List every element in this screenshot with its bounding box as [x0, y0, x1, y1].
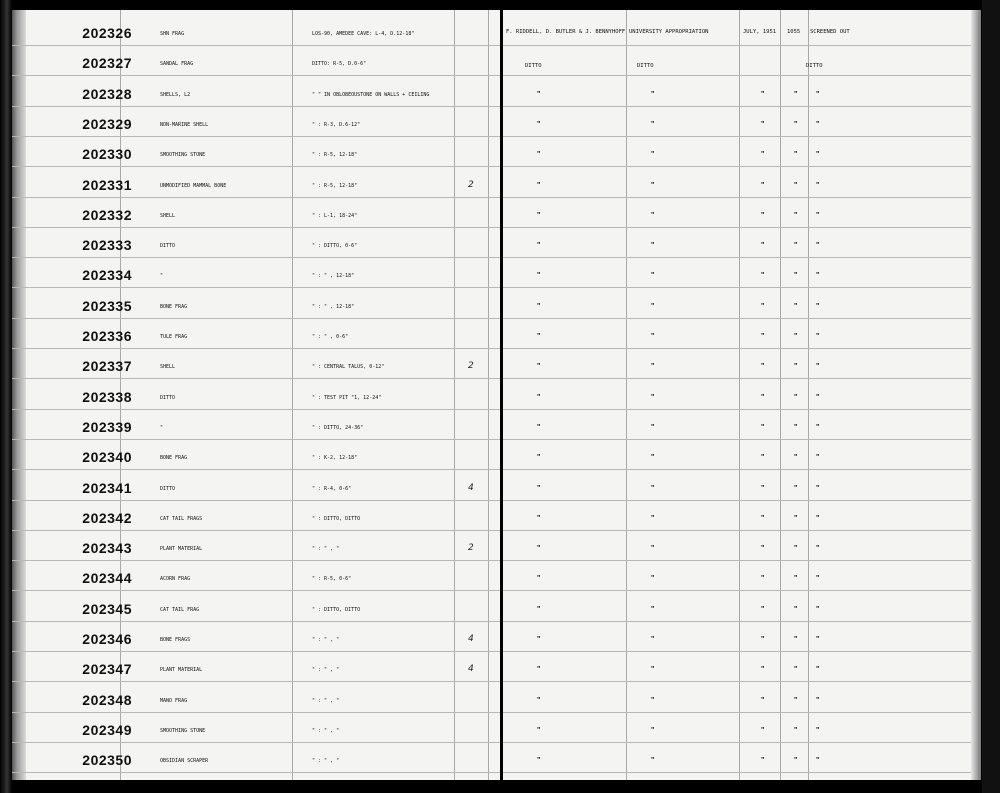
ditto-mark: " [537, 636, 541, 643]
ditto-mark: " [816, 726, 820, 734]
ditto-mark: " [761, 272, 765, 280]
provenance: " : R-5, 12-18" [312, 182, 358, 189]
item-count: 4 [468, 482, 474, 493]
ditto-mark: " [651, 211, 655, 219]
row-rule [12, 166, 500, 167]
ditto-mark: " [537, 363, 541, 371]
ditto-mark: " [537, 151, 541, 159]
catalog-number: 202327 [82, 55, 132, 72]
item-description: SANDAL FRAG [160, 61, 194, 68]
ditto-mark: " [537, 726, 541, 734]
row-rule [503, 75, 981, 76]
column-rule [780, 10, 781, 780]
row-rule [503, 197, 981, 198]
row-rule [503, 621, 981, 622]
item-description: ACORN FRAG [160, 576, 191, 583]
item-description: SHN FRAG [160, 31, 185, 37]
ditto-mark: " [761, 484, 765, 492]
item-count: 2 [468, 361, 474, 372]
ditto-mark: " [761, 636, 765, 643]
row-rule [12, 348, 500, 349]
catalog-number: 202329 [82, 115, 132, 132]
column-rule [626, 10, 627, 780]
ditto-mark: " [816, 120, 820, 128]
ditto-mark: " [816, 484, 820, 492]
ditto-mark: " [537, 696, 541, 704]
item-description: MANO FRAG [160, 697, 188, 704]
provenance: " : CENTRAL TALUS, 0-12" [312, 364, 385, 371]
row-rule [503, 500, 981, 501]
row-rule [12, 45, 500, 46]
provenance: " : DITTO, DITTO [312, 515, 361, 522]
row-rule [503, 378, 981, 379]
catalog-number: 202347 [82, 661, 132, 678]
ditto-mark: " [816, 90, 820, 98]
row-rule [503, 227, 981, 228]
catalog-number: 202335 [82, 297, 132, 314]
row-rule [503, 772, 981, 773]
item-description: BONE FRAG [160, 455, 188, 462]
row-rule [12, 378, 500, 379]
ditto-mark: " [794, 454, 798, 462]
column-rule [488, 10, 489, 780]
ditto-mark: " [651, 333, 655, 340]
ditto-mark: " [537, 605, 541, 613]
ditto-mark: " [651, 423, 655, 431]
ditto-mark: " [761, 666, 765, 674]
catalog-number: 202334 [82, 267, 132, 284]
item-count: 2 [468, 179, 474, 190]
column-rule [454, 10, 455, 780]
row-rule [12, 469, 500, 470]
ditto-mark: " [651, 757, 655, 765]
ditto-mark: " [761, 181, 765, 189]
collector: F. RIDDELL, D. BUTLER & J. BENNYHOFF [506, 29, 626, 35]
ditto-mark: " [537, 393, 541, 401]
ditto-mark: " [761, 514, 765, 522]
row-rule [12, 409, 500, 410]
row-rule [12, 287, 500, 288]
provenance: " : R-5, 0-6" [312, 576, 352, 583]
item-description: DITTO [160, 485, 176, 492]
ditto-mark: " [794, 120, 798, 128]
row-rule [503, 439, 981, 440]
row-rule [503, 106, 981, 107]
row-rule [503, 136, 981, 137]
provenance: " : R-5, 12-18" [312, 152, 358, 159]
ditto-mark: " [816, 363, 820, 371]
column-rule [808, 10, 809, 780]
ditto-mark: " [537, 90, 541, 98]
ditto-mark: " [651, 454, 655, 462]
ditto-mark: " [651, 726, 655, 734]
item-description: DITTO [160, 394, 176, 401]
row-rule [503, 712, 981, 713]
item-description: " [160, 424, 164, 431]
item-description: UNMODIFIED MAMMAL BONE [160, 182, 227, 189]
provenance: " : " , " [312, 758, 340, 765]
ditto-mark: " [651, 484, 655, 492]
item-description: " [160, 273, 164, 280]
ditto-mark: " [761, 757, 765, 765]
ditto-mark: " [816, 757, 820, 765]
provenance: " " IN OBLOBEOUSTONE ON WALLS + CEILING [312, 91, 430, 98]
acquisition: UNIVERSITY APPROPRIATION [629, 29, 709, 35]
column-rule [739, 10, 740, 780]
provenance: " : " , " [312, 546, 340, 553]
ditto-mark: " [761, 363, 765, 371]
catalog-number: 202350 [82, 752, 132, 769]
catalog-number: 202341 [82, 479, 132, 496]
ditto-mark: " [537, 242, 541, 250]
ditto-mark: " [816, 181, 820, 189]
ditto-mark: " [761, 575, 765, 583]
row-rule [503, 166, 981, 167]
provenance: " : L-1, 18-24" [312, 212, 358, 219]
catalog-number: 202331 [82, 176, 132, 193]
provenance: " : DITTO, 24-36" [312, 424, 364, 431]
provenance: " : " , 12-18" [312, 303, 355, 310]
item-description: BONE FRAG [160, 303, 188, 310]
row-rule [503, 287, 981, 288]
ditto-mark: " [816, 333, 820, 340]
ditto-mark: " [794, 363, 798, 371]
ditto-mark: " [761, 423, 765, 431]
catalog-number: 202339 [82, 418, 132, 435]
catalog-number: 202333 [82, 237, 132, 254]
ditto-mark: " [816, 393, 820, 401]
ditto-mark: " [651, 666, 655, 674]
ditto-mark: " [794, 423, 798, 431]
accession-number: 1055 [787, 29, 801, 35]
item-count: 2 [468, 543, 474, 554]
row-rule [503, 742, 981, 743]
collector: DITTO [525, 63, 542, 70]
right-ledger-page [503, 10, 981, 780]
ditto-mark: " [651, 393, 655, 401]
ditto-mark: " [651, 605, 655, 613]
ditto-mark: " [794, 484, 798, 492]
row-rule [503, 651, 981, 652]
ditto-mark: " [651, 696, 655, 704]
ditto-mark: " [816, 605, 820, 613]
row-rule [12, 681, 500, 682]
row-rule [503, 681, 981, 682]
ditto-mark: " [794, 636, 798, 643]
row-rule [503, 560, 981, 561]
acquisition: DITTO [637, 63, 654, 70]
row-rule [12, 227, 500, 228]
item-description: DITTO [160, 243, 176, 250]
row-rule [12, 257, 500, 258]
ditto-mark: " [816, 545, 820, 553]
item-description: BONE FRAGS [160, 637, 191, 643]
remarks: SCREENED OUT [810, 29, 850, 35]
ditto-mark: " [537, 302, 541, 310]
row-rule [12, 106, 500, 107]
provenance: " : R-3, D.6-12" [312, 121, 361, 128]
ditto-mark: " [651, 151, 655, 159]
ditto-mark: " [794, 242, 798, 250]
provenance: " : R-4, 0-6" [312, 485, 352, 492]
ditto-mark: " [537, 454, 541, 462]
item-description: SMOOTHING STONE [160, 727, 206, 734]
row-rule [12, 651, 500, 652]
ditto-mark: " [816, 696, 820, 704]
ditto-mark: " [537, 423, 541, 431]
item-description: PLANT MATERIAL [160, 546, 203, 553]
ditto-mark: " [761, 90, 765, 98]
row-rule [12, 197, 500, 198]
row-rule [12, 772, 500, 773]
item-description: CAT TAIL FRAG [160, 606, 200, 613]
ditto-mark: " [651, 575, 655, 583]
ditto-mark: " [651, 545, 655, 553]
ditto-mark: " [761, 605, 765, 613]
ditto-mark: " [794, 333, 798, 340]
catalog-number: 202336 [82, 328, 132, 344]
ditto-mark: " [537, 484, 541, 492]
item-description: OBSIDIAN SCRAPER [160, 758, 209, 765]
ditto-mark: " [794, 757, 798, 765]
provenance: " : DITTO, DITTO [312, 606, 361, 613]
ditto-mark: " [537, 514, 541, 522]
provenance: " : K-2, 12-18" [312, 455, 358, 462]
ditto-mark: " [761, 696, 765, 704]
row-rule [503, 45, 981, 46]
ditto-mark: " [816, 575, 820, 583]
ditto-mark: " [794, 211, 798, 219]
ditto-mark: " [761, 302, 765, 310]
item-description: NON-MARINE SHELL [160, 121, 209, 128]
ditto-mark: " [651, 272, 655, 280]
ditto-mark: " [794, 605, 798, 613]
provenance: " : " , 0-6" [312, 334, 349, 340]
provenance: DITTO: R-5, D.0-6" [312, 61, 367, 68]
item-description: CAT TAIL FRAGS [160, 515, 203, 522]
row-rule [12, 500, 500, 501]
catalog-number: 202332 [82, 206, 132, 223]
ditto-mark: " [794, 90, 798, 98]
catalog-number: 202326 [82, 25, 132, 41]
ditto-mark: " [537, 211, 541, 219]
ditto-mark: " [816, 272, 820, 280]
provenance: " : DITTO, 0-6" [312, 243, 358, 250]
ditto-mark: " [651, 90, 655, 98]
row-rule [503, 318, 981, 319]
ditto-mark: " [816, 514, 820, 522]
ditto-mark: " [816, 242, 820, 250]
ditto-mark: " [794, 151, 798, 159]
catalog-number: 202328 [82, 85, 132, 102]
provenance: LOS-90, AMEDEE CAVE: L-4, D.12-18" [312, 31, 415, 37]
remarks: DITTO [806, 63, 823, 70]
ditto-mark: " [794, 726, 798, 734]
ditto-mark: " [651, 636, 655, 643]
ditto-mark: " [761, 393, 765, 401]
item-description: SHELL [160, 364, 176, 371]
row-rule [12, 75, 500, 76]
ditto-mark: " [761, 333, 765, 340]
ditto-mark: " [794, 393, 798, 401]
row-rule [12, 439, 500, 440]
ditto-mark: " [794, 514, 798, 522]
ditto-mark: " [794, 545, 798, 553]
ditto-mark: " [794, 575, 798, 583]
item-count: 4 [468, 664, 474, 675]
ditto-mark: " [794, 696, 798, 704]
item-description: TULE FRAG [160, 334, 188, 340]
ditto-mark: " [537, 757, 541, 765]
ditto-mark: " [794, 666, 798, 674]
ditto-mark: " [537, 272, 541, 280]
ditto-mark: " [537, 666, 541, 674]
ditto-mark: " [794, 302, 798, 310]
date: JULY, 1951 [743, 29, 777, 35]
ditto-mark: " [761, 545, 765, 553]
ditto-mark: " [537, 545, 541, 553]
ditto-mark: " [816, 636, 820, 643]
ditto-mark: " [816, 211, 820, 219]
catalog-number: 202346 [82, 631, 132, 647]
catalog-number: 202340 [82, 449, 132, 466]
row-rule [12, 560, 500, 561]
catalog-number: 202343 [82, 540, 132, 557]
catalog-number: 202344 [82, 570, 132, 587]
ditto-mark: " [816, 151, 820, 159]
row-rule [12, 742, 500, 743]
provenance: " : " , " [312, 667, 340, 674]
item-count: 4 [468, 634, 474, 644]
ditto-mark: " [651, 242, 655, 250]
ditto-mark: " [794, 181, 798, 189]
ditto-mark: " [761, 211, 765, 219]
ditto-mark: " [816, 302, 820, 310]
item-description: SHELLS, L2 [160, 91, 191, 98]
ditto-mark: " [651, 120, 655, 128]
ditto-mark: " [537, 181, 541, 189]
row-rule [503, 348, 981, 349]
ditto-mark: " [651, 363, 655, 371]
row-rule [503, 257, 981, 258]
provenance: " : TEST PIT "1, 12-24" [312, 394, 382, 401]
row-rule [503, 469, 981, 470]
catalog-number: 202330 [82, 146, 132, 163]
catalog-number: 202345 [82, 600, 132, 617]
ditto-mark: " [761, 454, 765, 462]
page-stack-edge [982, 0, 1000, 793]
item-description: PLANT MATERIAL [160, 667, 203, 674]
row-rule [503, 590, 981, 591]
ditto-mark: " [761, 120, 765, 128]
book-binding-edge [0, 0, 12, 793]
ditto-mark: " [816, 423, 820, 431]
catalog-number: 202349 [82, 721, 132, 738]
row-rule [12, 318, 500, 319]
column-rule [292, 10, 293, 780]
row-rule [503, 409, 981, 410]
ditto-mark: " [537, 333, 541, 340]
catalog-number: 202338 [82, 388, 132, 405]
item-description: SMOOTHING STONE [160, 152, 206, 159]
row-rule [12, 590, 500, 591]
ditto-mark: " [651, 514, 655, 522]
row-rule [503, 530, 981, 531]
ditto-mark: " [761, 242, 765, 250]
item-description: SHELL [160, 212, 176, 219]
provenance: " : " , " [312, 637, 340, 643]
ditto-mark: " [651, 302, 655, 310]
catalog-number: 202337 [82, 358, 132, 375]
ditto-mark: " [651, 181, 655, 189]
row-rule [12, 136, 500, 137]
row-rule [12, 530, 500, 531]
ditto-mark: " [816, 666, 820, 674]
row-rule [12, 621, 500, 622]
ditto-mark: " [761, 151, 765, 159]
provenance: " : " , " [312, 727, 340, 734]
ditto-mark: " [761, 726, 765, 734]
provenance: " : " , " [312, 697, 340, 704]
provenance: " : " , 12-18" [312, 273, 355, 280]
ditto-mark: " [794, 272, 798, 280]
ditto-mark: " [537, 575, 541, 583]
ditto-mark: " [816, 454, 820, 462]
catalog-number: 202348 [82, 691, 132, 708]
ditto-mark: " [537, 120, 541, 128]
row-rule [12, 712, 500, 713]
left-ledger-page [12, 10, 500, 780]
catalog-number: 202342 [82, 509, 132, 526]
